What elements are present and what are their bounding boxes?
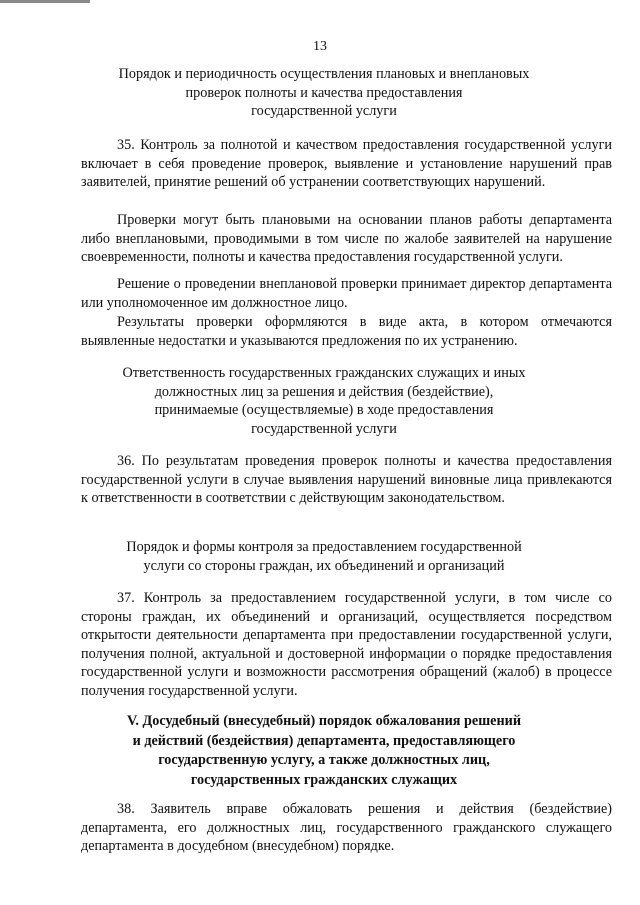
section-heading-public-control (80, 538, 568, 575)
heading-line: государственную услугу, а также должностных лиц, (158, 752, 490, 768)
scan-edge-mark (0, 0, 90, 3)
paragraph-35: 35. Контроль за полнотой и качеством предоставления государственной услуги включает в себя проведение проверок, выявление и установление нарушений прав заявителей, принятие решений об устранении соответствующих нарушений. (81, 137, 612, 191)
section-heading-appeal (80, 712, 568, 790)
heading-line: услуги со стороны граждан, их объединений и организаций (143, 557, 505, 574)
heading-line: Порядок и периодичность осуществления плановых и внеплановых (118, 66, 530, 82)
heading-line: проверок полноты и качества предоставления (185, 84, 463, 101)
paragraph-37: 37. Контроль за предоставлением государственной услуги, в том числе со стороны граждан, их объединений и организаций, осуществляется посредством открытости деятельности департамента при предоставлении государственной услуги, получения полной, актуальной и достоверной информации о порядке предоставления государственной услуги и возможности рассмотрения обращений (жалоб) в процессе получения государственной услуги. (81, 590, 612, 699)
page-number: 13 (313, 39, 327, 54)
heading-line: V. Досудебный (внесудебный) порядок обжалования решений (127, 713, 521, 729)
heading-line: Ответственность государственных гражданских служащих и иных (122, 365, 526, 381)
heading-line: и действий (бездействия) департамента, предоставляющего (132, 732, 516, 749)
paragraph-36: 36. По результатам проведения проверок полноты и качества предоставления государственной услуги в случае выявления нарушений виновные лица привлекаются к ответственности в соответствии с действующим законодательством. (81, 453, 612, 507)
section-heading-inspections (80, 65, 568, 121)
paragraph-38: 38. Заявитель вправе обжаловать решения и действия (бездействие) департамента, его должностных лиц, государственного гражданского служащего департамента в досудебном (внесудебном) порядке. (81, 801, 612, 855)
heading-line: должностных лиц за решения и действия (бездействие), (154, 383, 494, 400)
heading-line: государственных гражданских служащих (190, 771, 458, 788)
paragraph-35-results: Результаты проверки оформляются в виде акта, в котором отмечаются выявленные недостатки и указываются предложения по их устранению. (81, 314, 612, 349)
section-heading-responsibility (80, 364, 568, 438)
heading-line: принимаемые (осуществляемые) в ходе предоставления (154, 402, 494, 418)
heading-line: государственной услуги (251, 420, 397, 437)
paragraph-35-unscheduled-decision: Решение о проведении внеплановой проверки принимает директор департамента или уполномоченное им должностное лицо. (81, 276, 612, 311)
heading-line: Порядок и формы контроля за предоставлением государственной (126, 539, 522, 555)
paragraph-35-inspections-types: Проверки могут быть плановыми на основании планов работы департамента либо внеплановыми, проводимыми в том числе по жалобе заявителей на нарушение своевременности, полноты и качества предоставления государственной услуги. (81, 212, 612, 266)
heading-line: государственной услуги (251, 103, 397, 119)
